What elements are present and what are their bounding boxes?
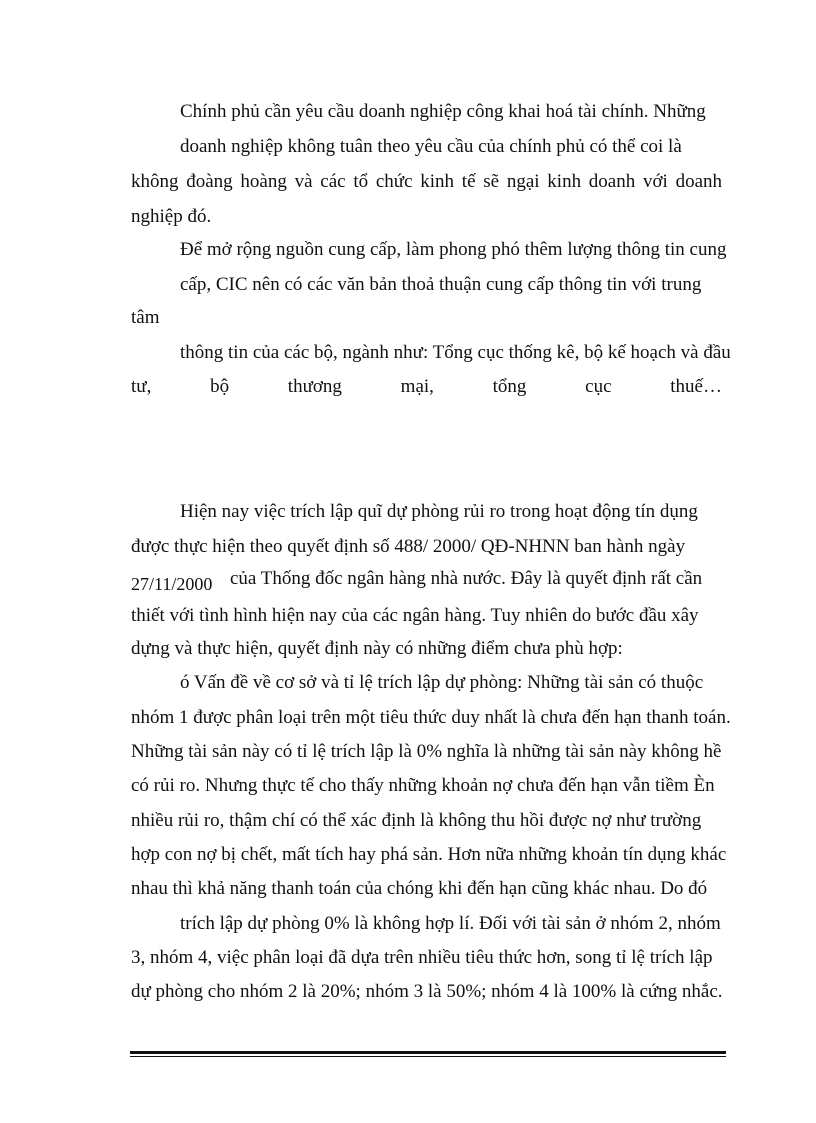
p2-line-3: tâm — [131, 307, 160, 328]
p4-line-6: hợp con nợ bị chết, mất tích hay phá sản. Hơn nữa những khoản tín dụng khác — [131, 844, 727, 865]
footer-rule-thick — [130, 1051, 726, 1054]
p4-line-3: Những tài sản này có tỉ lệ trích lập là 0% nghĩa là những tài sản này không hề — [131, 741, 722, 762]
p3-line-5: dựng và thực hiện, quyết định này có những điểm chưa phù hợp: — [131, 638, 623, 659]
p4-line-8: trích lập dự phòng 0% là không hợp lí. Đối với tài sản ở nhóm 2, nhóm — [180, 913, 721, 934]
p2-line-2: cấp, CIC nên có các văn bản thoả thuận cung cấp thông tin với trung — [180, 274, 702, 295]
footer-rule-thin — [130, 1056, 726, 1057]
p4-line-1: ó Vấn đề về cơ sở và tỉ lệ trích lập dự phòng: Những tài sản có thuộc — [180, 672, 704, 693]
p1-line-3: không đoàng hoàng và các tổ chức kinh tế sẽ ngại kinh doanh với doanh — [131, 171, 722, 192]
p4-line-9: 3, nhóm 4, việc phân loại đã dựa trên nhiều tiêu thức hơn, song tỉ lệ trích lập — [131, 947, 713, 968]
p1-line-4: nghiệp đó. — [131, 206, 212, 227]
p4-line-7: nhau thì khả năng thanh toán của chóng khi đến hạn cũng khác nhau. Do đó — [131, 878, 708, 899]
p1-line-2: doanh nghiệp không tuân theo yêu cầu của chính phủ có thể coi là — [180, 136, 682, 157]
p2-line-4: thông tin của các bộ, ngành như: Tổng cục thống kê, bộ kế hoạch và đầu — [180, 342, 731, 363]
p4-line-2: nhóm 1 được phân loại trên một tiêu thức duy nhất là chưa đến hạn thanh toán. — [131, 707, 731, 728]
p4-line-4: có rủi ro. Nhưng thực tế cho thấy những khoản nợ chưa đến hạn vẫn tiềm Èn — [131, 775, 715, 796]
p3-line-4: thiết với tình hình hiện nay của các ngân hàng. Tuy nhiên do bước đầu xây — [131, 605, 699, 626]
p1-line-1: Chính phủ cần yêu cầu doanh nghiệp công khai hoá tài chính. Những — [180, 101, 706, 122]
p3-line-1: Hiện nay việc trích lập quĩ dự phòng rủi ro trong hoạt động tín dụng — [180, 501, 698, 522]
p3-line-3a: 27/11/2000 — [131, 574, 213, 594]
p4-line-5: nhiều rủi ro, thậm chí có thể xác định là không thu hồi được nợ như trường — [131, 810, 702, 831]
p3-line-3b: của Thống đốc ngân hàng nhà nước. Đây là quyết định rất cần — [230, 568, 703, 589]
p3-line-2: được thực hiện theo quyết định số 488/ 2000/ QĐ-NHNN ban hành ngày — [131, 536, 686, 557]
p4-line-10: dự phòng cho nhóm 2 là 20%; nhóm 3 là 50%; nhóm 4 là 100% là cứng nhắc. — [131, 981, 723, 1002]
p2-line-1: Để mở rộng nguồn cung cấp, làm phong phó thêm lượng thông tin cung — [180, 239, 727, 260]
p2-line-5: tư, bộ thương mại, tổng cục thuế… — [131, 376, 722, 397]
